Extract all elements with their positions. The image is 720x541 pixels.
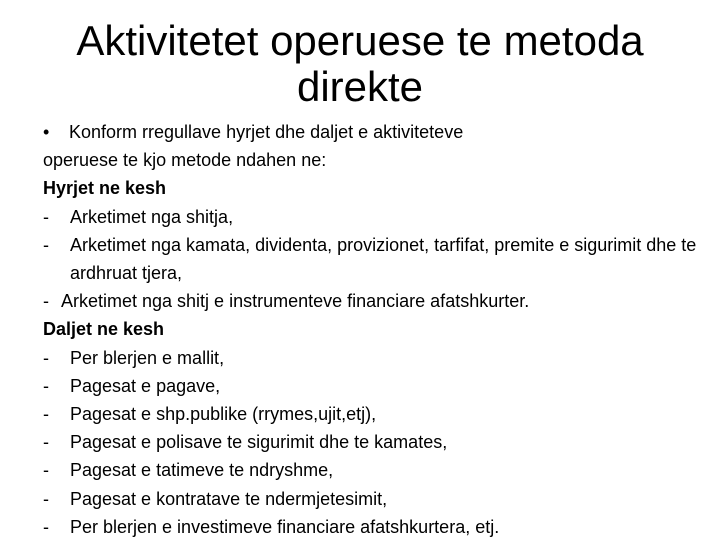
bullet-icon: • xyxy=(43,122,50,142)
inflow-item xyxy=(43,287,703,315)
outflow-item xyxy=(43,513,703,541)
inflow-text: Arketimet nga shitja, xyxy=(70,206,234,227)
outflow-item xyxy=(43,485,703,513)
intro-text-2: operuese te kjo metode ndahen ne: xyxy=(43,150,327,171)
dash-marker: - xyxy=(43,375,49,396)
outflow-item xyxy=(43,372,703,400)
dash-marker: - xyxy=(43,234,49,255)
inflows-heading: Hyrjet ne kesh xyxy=(43,178,167,199)
inflow-text: Arketimet nga shitj e instrumenteve financiare afatshkurter. xyxy=(61,291,530,312)
outflow-text: Pagesat e kontratave te ndermjetesimit, xyxy=(70,488,388,509)
dash-marker: - xyxy=(43,347,49,368)
dash-marker: - xyxy=(43,291,49,312)
dash-marker: - xyxy=(43,404,49,425)
intro-line xyxy=(43,118,703,146)
outflow-item xyxy=(43,344,703,372)
outflow-text: Per blerjen e mallit, xyxy=(70,347,225,368)
outflow-text: Pagesat e polisave te sigurimit dhe te kamates, xyxy=(70,432,448,453)
inflow-item xyxy=(43,231,703,287)
dash-marker: - xyxy=(43,206,49,227)
outflow-text: Pagesat e shp.publike (rrymes,ujit,etj), xyxy=(70,404,377,425)
slide-title: Aktivitetet operuese te metoda direkte xyxy=(76,17,644,110)
outflow-item xyxy=(43,400,703,428)
outflow-text: Pagesat e tatimeve te ndryshme, xyxy=(70,460,334,481)
outflows-heading: Daljet ne kesh xyxy=(43,319,165,340)
outflow-item xyxy=(43,456,703,484)
dash-marker: - xyxy=(43,432,49,453)
outflow-text: Per blerjen e investimeve financiare afatshkurtera, etj. xyxy=(70,516,500,537)
outflow-text: Pagesat e pagave, xyxy=(70,375,221,396)
dash-marker: - xyxy=(43,488,49,509)
outflow-item xyxy=(43,428,703,456)
inflow-text: Arketimet nga kamata, dividenta, provizionet, tarfifat, premite e sigurimit dhe te ardhruat tjera, xyxy=(70,234,697,284)
dash-marker: - xyxy=(43,460,49,481)
inflow-item xyxy=(43,203,703,231)
intro-text-1: Konform rregullave hyrjet dhe daljet e aktiviteteve xyxy=(69,122,464,142)
dash-marker: - xyxy=(43,516,49,537)
slide-body xyxy=(43,118,703,541)
